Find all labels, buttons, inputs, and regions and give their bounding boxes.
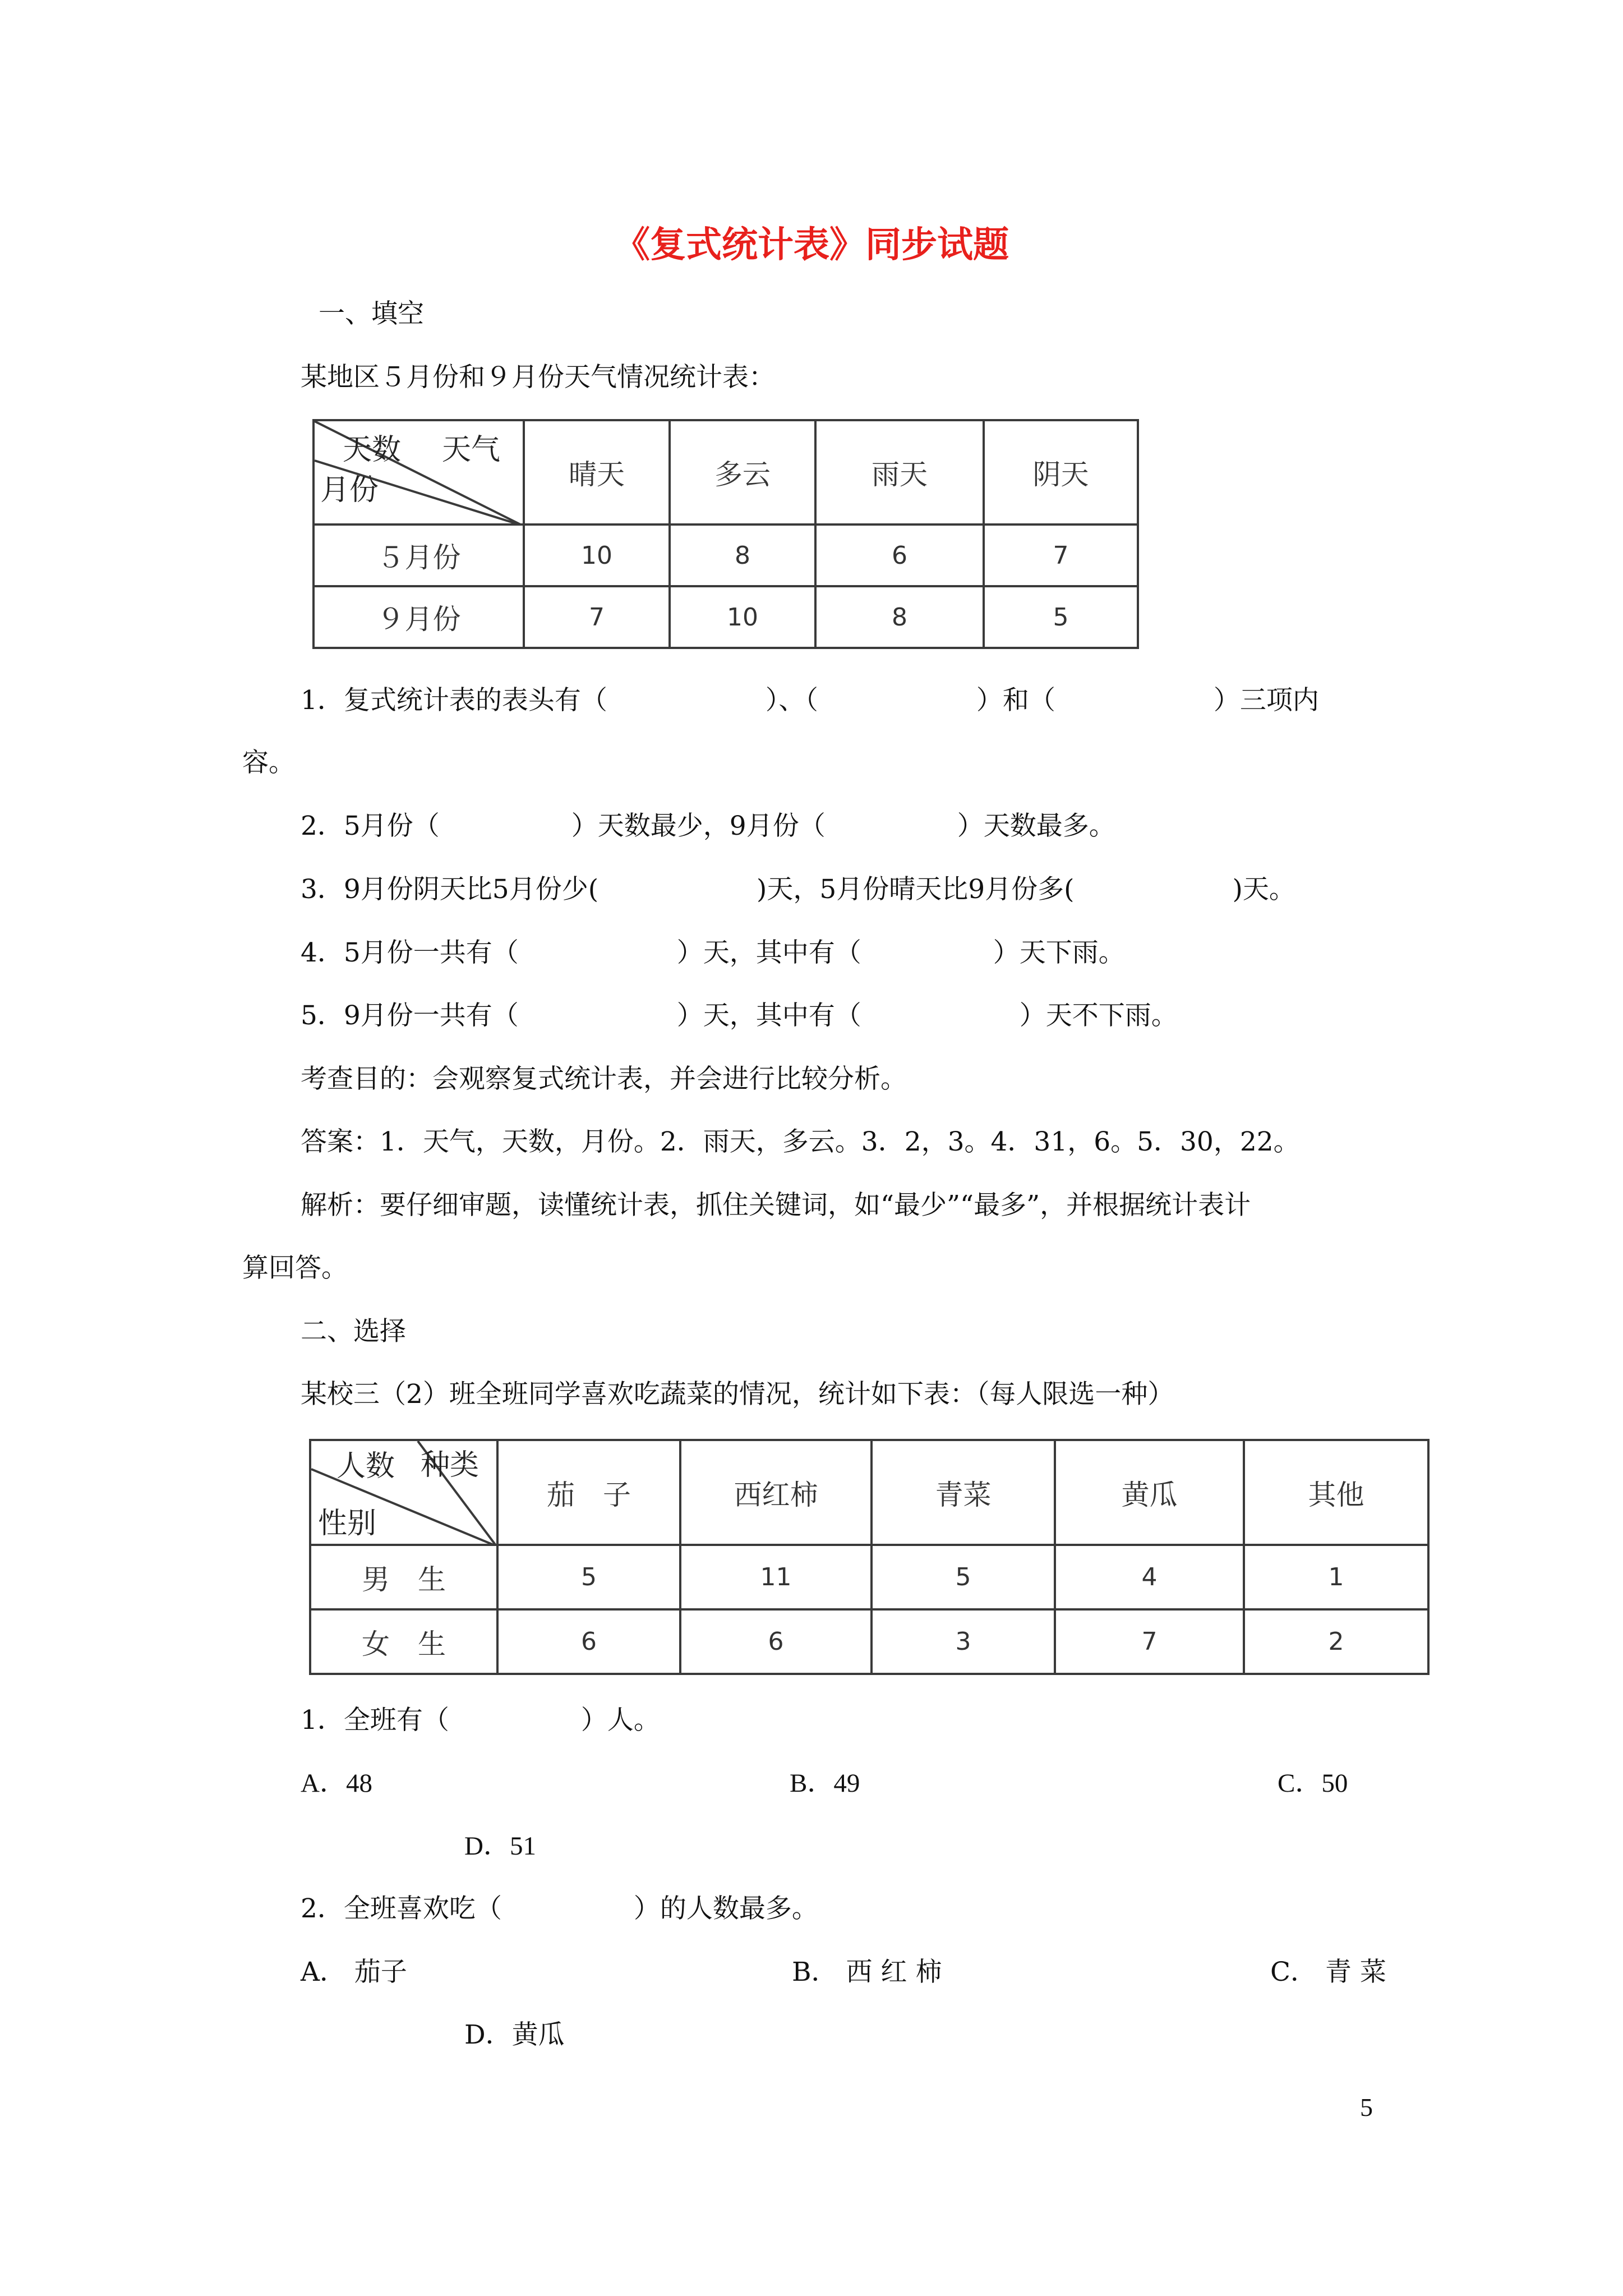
table-cell: 3 bbox=[872, 1609, 1055, 1674]
table-cell: 8 bbox=[815, 586, 984, 648]
column-header: 阴天 bbox=[984, 420, 1138, 524]
table-cell: 1 bbox=[1244, 1545, 1428, 1609]
choice-question-1: 1．全班有（ ）人。 bbox=[301, 1705, 660, 1736]
weather-table bbox=[312, 419, 1139, 649]
corner-right-label: 天气 bbox=[442, 433, 501, 467]
table-cell: 10 bbox=[670, 586, 815, 648]
column-header: 青菜 bbox=[872, 1440, 1055, 1545]
corner-top-label: 人数 bbox=[336, 1450, 395, 1483]
answer: 答案：1．天气，天数，月份。2．雨天，多云。3．2，3。4．31，6。5．30，22。 bbox=[301, 1126, 1300, 1157]
question-1-line1: 1．复式统计表的表头有（ ）、（ ）和（ ）三项内 bbox=[301, 685, 1319, 716]
table-cell: 5 bbox=[497, 1545, 680, 1609]
table-row bbox=[310, 1609, 1428, 1674]
choice-option-a: A． 茄子 bbox=[301, 1957, 407, 1987]
row-label: ５月份 bbox=[313, 524, 524, 586]
section-2-heading: 二、选择 bbox=[301, 1316, 406, 1347]
corner-right-label: 种类 bbox=[421, 1448, 479, 1482]
table-cell: 7 bbox=[524, 586, 670, 648]
table-row bbox=[313, 524, 1138, 586]
vegetable-table-corner-header bbox=[310, 1440, 497, 1545]
analysis-line2: 算回答。 bbox=[242, 1253, 348, 1283]
table-cell: 10 bbox=[524, 524, 670, 586]
analysis-line1: 解析：要仔细审题，读懂统计表，抓住关键词，如“最少”“最多”，并根据统计表计 bbox=[301, 1190, 1251, 1221]
question-3: 3．9月份阴天比5月份少( )天，5月份晴天比9月份多( )天。 bbox=[301, 874, 1295, 905]
corner-top-label: 天数 bbox=[343, 433, 402, 467]
column-header: 黄瓜 bbox=[1055, 1440, 1244, 1545]
table-cell: 6 bbox=[680, 1609, 872, 1674]
table-cell: 2 bbox=[1244, 1609, 1428, 1674]
table-cell: 8 bbox=[670, 524, 815, 586]
table-cell: 6 bbox=[815, 524, 984, 586]
column-header: 晴天 bbox=[524, 420, 670, 524]
choice-question-2: 2．全班喜欢吃（ ）的人数最多。 bbox=[301, 1893, 818, 1924]
column-header: 多云 bbox=[670, 420, 815, 524]
table-row bbox=[313, 586, 1138, 648]
section-1-heading: 一、填空 bbox=[319, 298, 424, 329]
choice-option-b: B．49 bbox=[790, 1769, 860, 1798]
column-header: 雨天 bbox=[815, 420, 984, 524]
table-cell: 6 bbox=[497, 1609, 680, 1674]
column-header: 西红柿 bbox=[680, 1440, 872, 1545]
row-label: 男 生 bbox=[310, 1545, 497, 1609]
choice-option-b: B． 西 红 柿 bbox=[792, 1957, 942, 1987]
question-2: 2．5月份（ ）天数最少，9月份（ ）天数最多。 bbox=[301, 811, 1115, 841]
section-1-intro: 某地区５月份和９月份天气情况统计表： bbox=[301, 362, 775, 393]
page-title: 《复式统计表》同步试题 bbox=[614, 224, 1009, 266]
choice-option-c: C． 青 菜 bbox=[1270, 1957, 1386, 1987]
column-header: 茄 子 bbox=[497, 1440, 680, 1545]
row-label: 女 生 bbox=[310, 1609, 497, 1674]
question-4: 4．5月份一共有（ ）天，其中有（ ）天下雨。 bbox=[301, 937, 1125, 968]
weather-table-corner-header bbox=[313, 420, 524, 524]
row-label: ９月份 bbox=[313, 586, 524, 648]
table-cell: 5 bbox=[872, 1545, 1055, 1609]
choice-option-d: D．51 bbox=[464, 1832, 536, 1861]
table-row bbox=[310, 1545, 1428, 1609]
table-cell: 7 bbox=[1055, 1609, 1244, 1674]
page-number: 5 bbox=[1360, 2093, 1373, 2122]
choice-option-d: D．黄瓜 bbox=[464, 2019, 565, 2050]
column-header: 其他 bbox=[1244, 1440, 1428, 1545]
corner-bottom-label: 性别 bbox=[318, 1507, 377, 1540]
exam-purpose: 考查目的：会观察复式统计表，并会进行比较分析。 bbox=[301, 1064, 907, 1094]
table-cell: 7 bbox=[984, 524, 1138, 586]
choice-option-a: A．48 bbox=[301, 1769, 372, 1798]
choice-option-c: C．50 bbox=[1278, 1769, 1348, 1798]
question-1-line2: 容。 bbox=[242, 747, 295, 778]
section-2-intro: 某校三（2）班全班同学喜欢吃蔬菜的情况，统计如下表：（每人限选一种） bbox=[301, 1379, 1174, 1410]
question-5: 5．9月份一共有（ ）天，其中有（ ）天不下雨。 bbox=[301, 1000, 1178, 1031]
table-cell: 5 bbox=[984, 586, 1138, 648]
table-cell: 4 bbox=[1055, 1545, 1244, 1609]
table-cell: 11 bbox=[680, 1545, 872, 1609]
vegetable-table bbox=[309, 1439, 1430, 1675]
corner-bottom-label: 月份 bbox=[320, 473, 379, 507]
